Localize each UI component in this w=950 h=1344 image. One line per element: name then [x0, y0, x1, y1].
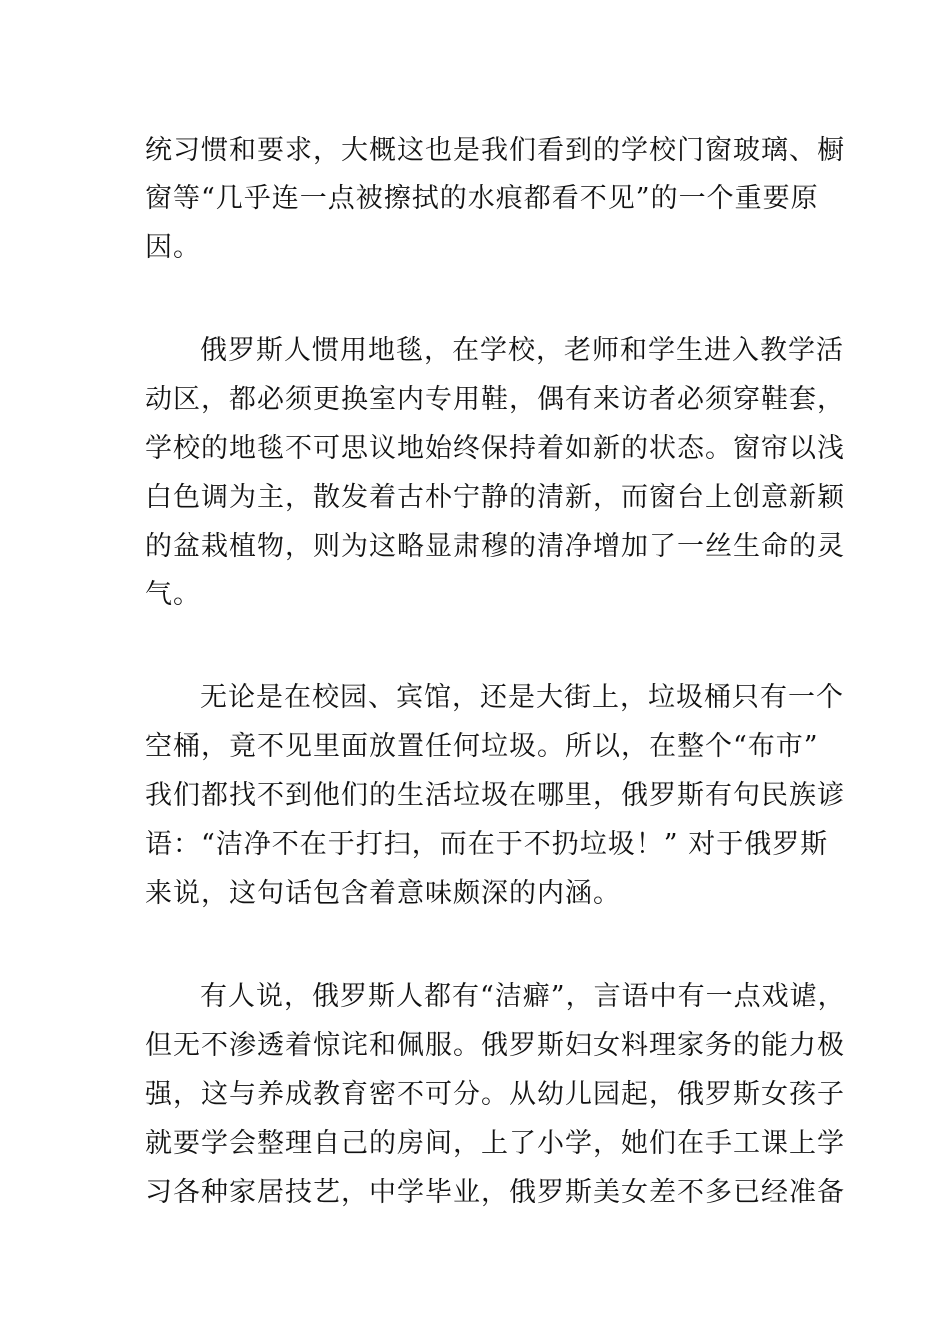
- paragraph-4-line-1: 有人说，俄罗斯人都有“洁癖”，言语中有一点戏谑，: [200, 981, 846, 1012]
- paragraph-1-line-2: 窗等“几乎连一点被擦拭的水痕都看不见”的一个重要原: [145, 183, 819, 214]
- paragraph-3-line-4: 语：“洁净不在于打扫，而在于不扔垃圾！” 对于俄罗斯: [145, 829, 829, 860]
- paragraph-1-line-1: 统习惯和要求，大概这也是我们看到的学校门窗玻璃、橱: [145, 135, 845, 166]
- paragraph-4-line-5: 习各种家居技艺，中学毕业，俄罗斯美女差不多已经准备: [145, 1177, 845, 1208]
- paragraph-2-line-2: 动区，都必须更换室内专用鞋，偶有来访者必须穿鞋套，: [145, 384, 845, 415]
- paragraph-4-line-2: 但无不渗透着惊诧和佩服。俄罗斯妇女料理家务的能力极: [145, 1030, 845, 1061]
- paragraph-4-line-3: 强，这与养成教育密不可分。从幼儿园起，俄罗斯女孩子: [145, 1079, 845, 1110]
- paragraph-2-line-5: 的盆栽植物，则为这略显肃穆的清净增加了一丝生命的灵: [145, 531, 845, 562]
- paragraph-4-line-4: 就要学会整理自己的房间，上了小学，她们在手工课上学: [145, 1128, 845, 1159]
- paragraph-3-line-5: 来说，这句话包含着意味颇深的内涵。: [145, 878, 621, 909]
- paragraph-3-line-3: 我们都找不到他们的生活垃圾在哪里，俄罗斯有句民族谚: [145, 780, 845, 811]
- paragraph-2-line-1: 俄罗斯人惯用地毯，在学校，老师和学生进入教学活: [200, 335, 844, 366]
- paragraph-2-line-4: 白色调为主，散发着古朴宁静的清新，而窗台上创意新颖: [145, 482, 845, 513]
- paragraph-2-line-6: 气。: [145, 579, 201, 610]
- paragraph-2-line-3: 学校的地毯不可思议地始终保持着如新的状态。窗帘以浅: [145, 433, 845, 464]
- paragraph-1-line-3: 因。: [145, 232, 201, 263]
- paragraph-3-line-1: 无论是在校园、宾馆，还是大街上，垃圾桶只有一个: [200, 682, 844, 713]
- paragraph-3-line-2: 空桶，竟不见里面放置任何垃圾。所以，在整个“布市”: [145, 731, 819, 762]
